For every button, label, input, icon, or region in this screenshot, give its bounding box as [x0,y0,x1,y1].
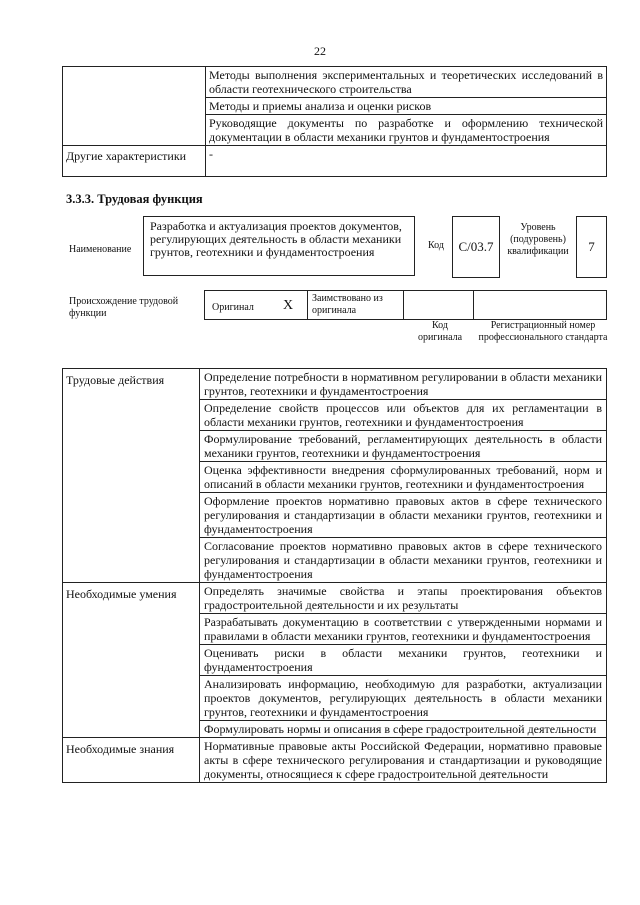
divider [307,291,308,319]
group-label: Трудовые действия [63,369,200,583]
code-caption: Код оригинала [417,320,463,343]
table-row: Формулировать нормы и описания в сфере градостроительной деятельности [200,721,607,738]
table-row: Методы выполнения экспериментальных и теоретических исследований в области геотехнического строительства [206,67,607,98]
other-characteristics-label: Другие характеристики [63,146,206,177]
origin-label: Происхождение трудовой функции [69,296,179,319]
table-row: Определение потребности в нормативном регулировании в области механики грунтов, геотехники и фундаментостроения [200,369,607,400]
table-row: Нормативные правовые акты Российской Федерации, нормативно правовые акты в сфере технического регулирования и стандартизации и руководящие документы, относящиеся к сфере градостроительной деятельности [200,738,607,783]
reg-caption: Регистрационный номер профессионального стандарта [478,320,608,343]
group-label: Необходимые знания [63,738,200,783]
borrowed-label: Заимствовано из оригинала [312,293,383,316]
page-number: 22 [314,44,326,58]
table-row: Оформление проектов нормативно правовых актов в сфере технического регулирования и стандартизации в области механики грунтов, геотехники и фундаментостроения [200,493,607,538]
table-row: Формулирование требований, регламентирующих деятельность в области механики грунтов, геотехники и фундаментостроения [200,431,607,462]
function-name-box: Разработка и актуализация проектов документов, регулирующих деятельность в области механики грунтов, геотехники и фундаментостроения [143,216,415,276]
table-row: Анализировать информацию, необходимую для разработки, актуализации проектов документов, регулирующих деятельность в области механики грунтов, геотехники и фундаментостроения [200,676,607,721]
table-row: Руководящие документы по разработке и оформлению технической документации в области механики грунтов и фундаментостроения [206,115,607,146]
table-row: Оценка эффективности внедрения сформулированных требований, норм и описаний в области механики грунтов, геотехники и фундаментостроения [200,462,607,493]
group-label: Необходимые умения [63,583,200,738]
name-label: Наименование [69,244,132,255]
empty-label-cell [63,67,206,146]
function-code-box: C/03.7 [452,216,500,278]
code-label: Код [428,240,444,251]
table-row: Определять значимые свойства и этапы проектирования объектов градостроительной деятельности и их результаты [200,583,607,614]
original-label: Оригинал [212,302,254,313]
main-table [62,368,607,783]
divider [403,291,404,319]
section-heading: 3.3.3. Трудовая функция [66,192,203,206]
other-characteristics-value: - [206,146,607,177]
table-row: Разрабатывать документацию в соответствии с утвержденными нормами и правилами в области механики грунтов, геотехники и фундаментостроения [200,614,607,645]
table-row: Оценивать риски в области механики грунтов, геотехники и фундаментостроения [200,645,607,676]
table-row: Согласование проектов нормативно правовых актов в сфере технического регулирования и стандартизации в области механики грунтов, геотехники и фундаментостроения [200,538,607,583]
origin-box [204,290,607,320]
divider [473,291,474,319]
table-row: Определение свойств процессов или объектов для их регламентации в области механики грунтов, геотехники и фундаментостроения [200,400,607,431]
original-mark: X [283,298,294,313]
table-row: Методы и приемы анализа и оценки рисков [206,98,607,115]
level-box: 7 [576,216,607,278]
level-label: Уровень (подуровень) квалификации [507,222,569,257]
top-table [62,66,607,177]
